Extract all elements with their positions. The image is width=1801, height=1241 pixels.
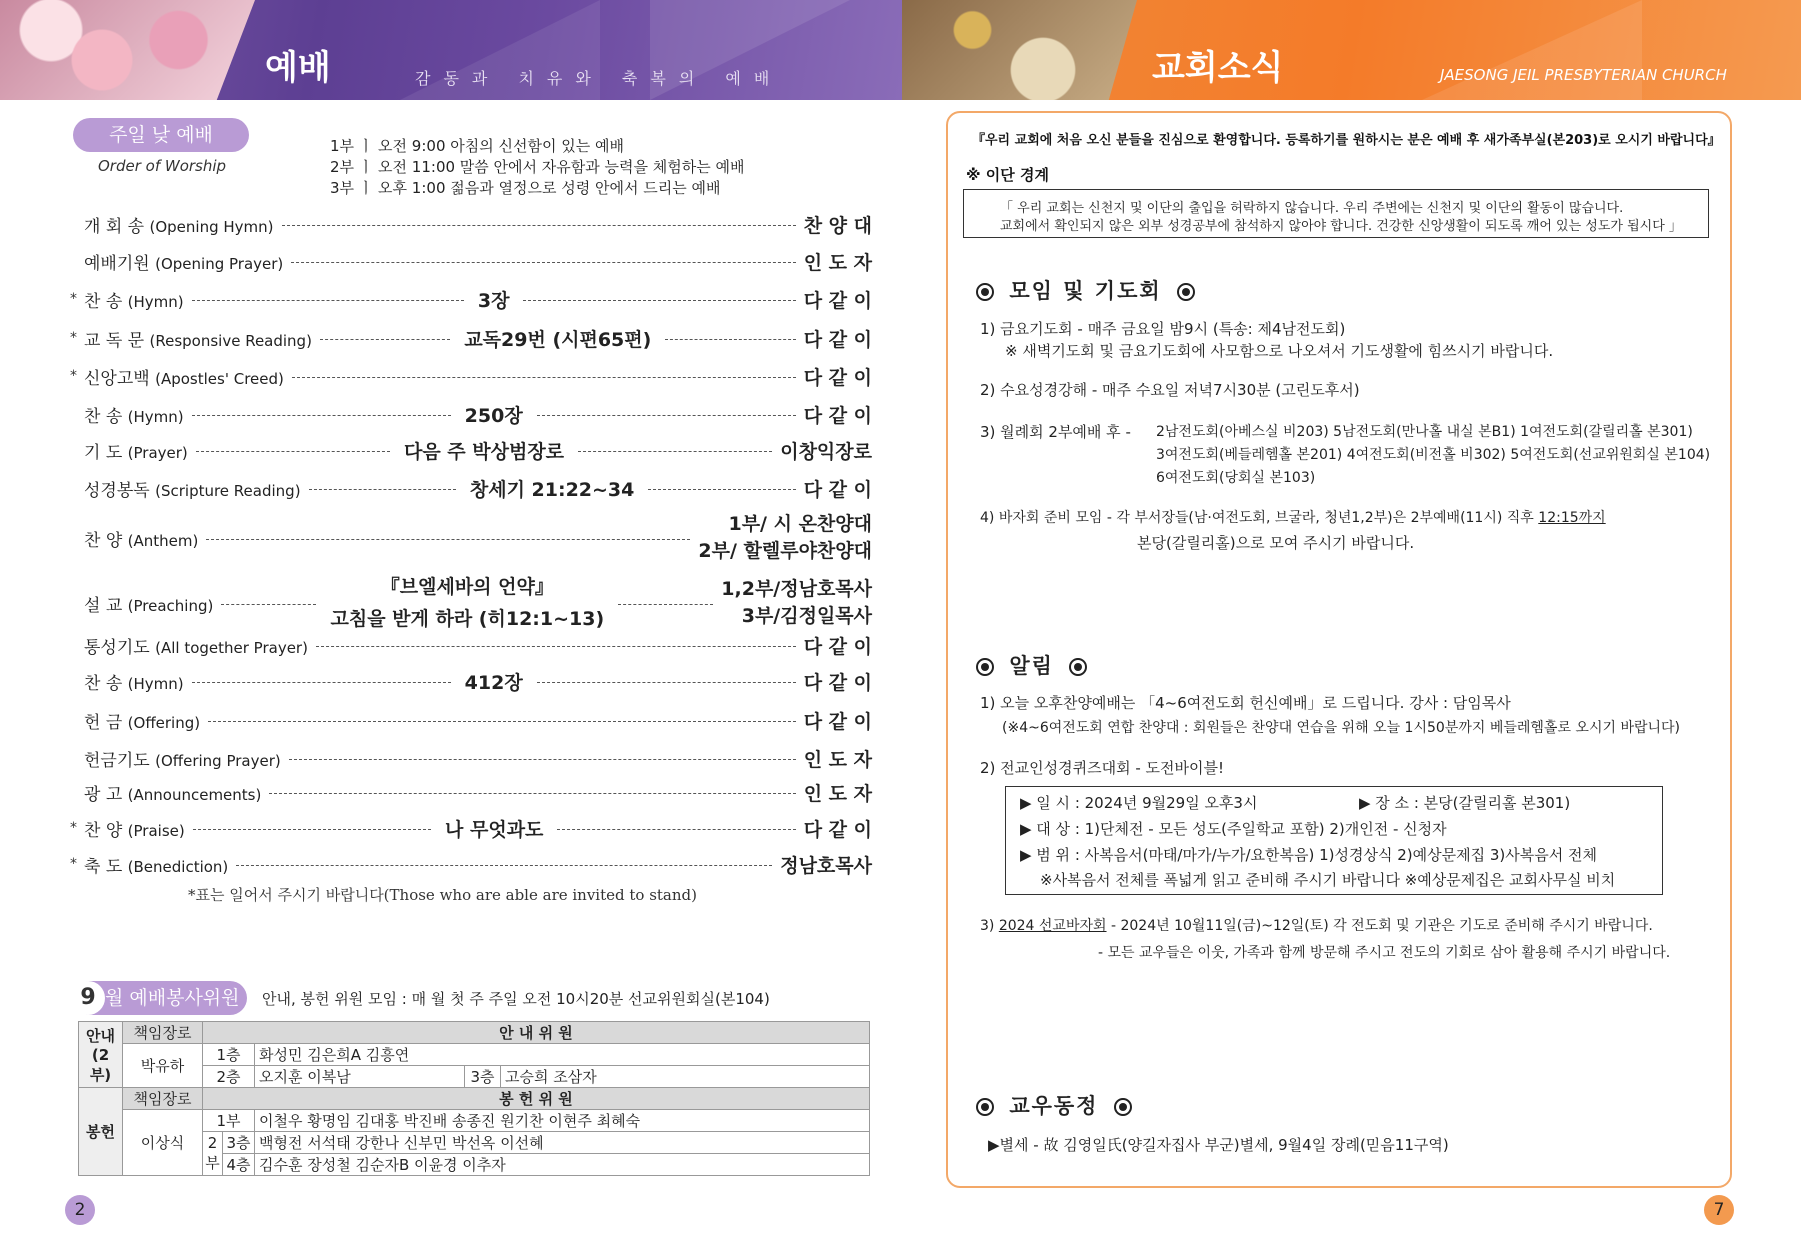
order-detail: 250장 [464,404,523,427]
meeting-4-text: 4) 바자회 준비 모임 - 각 부서장들(남·여전도회, 브굴라, 청년1,2부)은 2부예배(11시) 직후 [980,510,1539,526]
volunteer-table [78,1021,870,1176]
order-leader: 다 같 이 [803,404,873,427]
order-leader: 다 같 이 [803,671,873,694]
quiz-place: ▶ 장 소 : 본당(갈릴리홀 본301) [1359,794,1571,812]
leader-dots [523,300,795,301]
right-header-banner [902,0,1801,100]
worship-order-item [70,208,872,240]
leader-dots [206,539,690,540]
meeting-3-line-3: 6여전도회(당회실 본103) [1156,470,1316,486]
floor-2-names: 오지훈 이복남 [255,1066,465,1088]
guide-elder: 박유하 [123,1044,203,1088]
notice-1-note: (※4~6여전도회 연합 찬양대 : 회원들은 찬양대 연습을 위해 오늘 1시50분까지 베들레헴홀로 오시기 바랍니다) [1002,720,1680,736]
leader-dots [618,604,713,605]
stand-mark: * [70,330,77,346]
worship-badge: 주일 낮 예배 [73,118,249,152]
order-leader: 다 같 이 [803,328,873,351]
worship-order-item [70,245,872,277]
stand-mark: * [70,291,77,307]
leader-dots [291,262,795,263]
order-leader: 다 같 이 [803,478,872,501]
order-detail: 3장 [477,289,510,312]
left-header-banner [0,0,902,100]
leader-dots [578,451,772,452]
meeting-3-line-1: 2남전도회(아베스실 비203) 5남전도회(만나홀 내실 본B1) 1여전도회(갈릴리홀 본301) [1156,424,1693,440]
notice-3-text: - 2024년 10월11일(금)~12일(토) 각 전도회 및 기관은 기도로 준비해 주시기 바랍니다. [1106,918,1653,934]
worship-badge-english: Order of Worship [98,157,227,175]
service-time-1: 1부 ㅣ 오전 9:00 아침의 신선함이 있는 예배 [330,137,624,155]
bullseye-icon [976,1098,994,1116]
guide-header: 안 내 위 원 [203,1022,870,1044]
worship-order-item [70,512,872,564]
order-leader: 다 같 이 [803,635,872,658]
worship-order-item [70,629,872,661]
order-leader: 다 같 이 [803,366,872,389]
order-name: 설 교 (Preaching) [84,595,214,616]
part-2-floor-3: 3층 [223,1132,255,1154]
order-leader: 인 도 자 [803,782,872,805]
notice-3-event: 2024 선교바자회 [998,918,1107,934]
worship-order-item [70,360,872,392]
heresy-box [963,189,1709,238]
notice-3-line-2: - 모든 교우들은 이웃, 가족과 함께 방문해 주시고 전도의 기회로 삼아 활용해 주시기 바랍니다. [1098,945,1671,961]
leader-dots [193,829,431,830]
meeting-heading [970,275,1201,305]
bullseye-icon [1114,1098,1132,1116]
guide-label: 안내 (2부) [79,1022,123,1088]
leader-dots [192,415,451,416]
right-header-title: 교회소식 [1152,48,1284,88]
notice-1: 1) 오늘 오후찬양예배는 「4~6여전도회 헌신예배」로 드립니다. 강사 : 담임목사 [980,694,1511,712]
meeting-4-time: 12:15까지 [1538,510,1606,526]
order-leader: 다 같 이 [803,818,872,841]
meeting-3-label: 3) 월례회 2부예배 후 - [980,423,1131,441]
left-header-subtitle: 감동과 치유와 축복의 예배 [415,69,783,88]
order-name: 찬 양 (Praise) [84,820,185,841]
order-detail: 『브엘세바의 언약』 고침을 받게 하라 (히12:1~13) [330,576,605,630]
right-page-number: 7 [1704,1195,1734,1225]
quiz-range: ▶ 범 위 : 사복음서(마태/마가/누가/요한복음) 1)성경상식 2)예상문제집 3)사복음서 전체 [1020,846,1597,864]
meeting-heading-text: 모임 및 기도회 [1009,279,1162,303]
bullseye-icon [976,283,994,301]
meeting-3-line-2: 3여전도회(베들레헴홀 본201) 4여전도회(비전홀 비302) 5여전도회(선교위원회실 본104) [1156,447,1711,463]
leader-dots [208,721,796,722]
order-detail: 창세기 21:22~34 [469,478,635,501]
part-1: 1부 [203,1110,255,1132]
leader-dots [221,604,316,605]
notice-heading-text: 알림 [1009,654,1054,678]
order-leader: 인 도 자 [803,251,872,274]
leader-dots [236,865,772,866]
leader-dots [309,489,456,490]
leader-dots [320,339,450,340]
order-detail: 나 무엇과도 [445,818,544,841]
guide-elder-header: 책임장로 [123,1022,203,1044]
left-header-title: 예배 [265,48,331,88]
order-name: 찬 양 (Anthem) [84,530,199,551]
table-row [79,1022,870,1044]
order-leader: 1,2부/정남호목사 3부/김정일목사 [721,578,873,627]
notice-2: 2) 전교인성경퀴즈대회 - 도전바이블! [980,759,1224,777]
floor-1: 1층 [203,1044,255,1066]
order-detail: 다음 주 박상범장로 [403,440,565,463]
stand-mark: * [70,856,77,872]
meeting-4-line-2: 본당(갈릴리홀)으로 모여 주시기 바랍니다. [1137,534,1415,552]
part-2-floor-4-names: 김수훈 장성철 김순자B 이윤경 이추자 [255,1154,870,1176]
worship-order-item [70,322,872,354]
order-name: 헌금기도 (Offering Prayer) [84,750,281,771]
service-times [330,136,744,199]
order-name: 찬 송 (Hymn) [84,291,184,312]
worship-order-item [70,704,872,736]
worship-order-item [70,776,872,808]
leader-dots [665,339,795,340]
members-heading [970,1090,1138,1120]
offering-elder: 이상식 [123,1110,203,1176]
worship-order-item [70,742,872,774]
offering-label: 봉헌 [79,1088,123,1176]
church-english-name: JAESONG JEIL PRESBYTERIAN CHURCH [1440,66,1727,84]
meeting-1: 1) 금요기도회 - 매주 금요일 밤9시 (특송: 제4남전도회) [980,320,1346,338]
order-name: 교 독 문 (Responsive Reading) [84,330,312,351]
floor-1-names: 화성민 김은희A 김흥연 [255,1044,870,1066]
leader-dots [648,489,795,490]
book-photo [902,0,1137,100]
worship-order-item [70,398,872,430]
order-leader: 정남호목사 [780,854,872,877]
meeting-4 [980,507,1606,527]
welcome-message: 『우리 교회에 처음 오신 분들을 진심으로 환영합니다. 등록하기를 원하시는 분은 예배 후 새가족부실(본203)로 오시기 바랍니다』 [972,133,1721,148]
heresy-title: ※ 이단 경계 [966,166,1049,184]
leader-dots [537,682,796,683]
order-name: 예배기원 (Opening Prayer) [84,253,284,274]
order-name: 통성기도 (All together Prayer) [84,637,308,658]
order-name: 기 도 (Prayer) [84,442,188,463]
flower-photo [0,0,255,100]
order-leader: 다 같 이 [803,710,872,733]
part-1-names: 이철우 황명임 김대홍 박진배 송종진 원기찬 이현주 최혜숙 [255,1110,870,1132]
notice-heading [970,650,1093,680]
meeting-1-note: ※ 새벽기도회 및 금요기도회에 사모함으로 나오셔서 기도생활에 힘쓰시기 바랍니다. [1005,342,1554,360]
quiz-target: ▶ 대 상 : 1)단체전 - 모든 성도(주일학교 포함) 2)개인전 - 신청자 [1020,820,1447,838]
part-2-floor-3-names: 백형전 서석태 강한나 신부민 박선옥 이선혜 [255,1132,870,1154]
worship-order-item [70,665,872,697]
offering-header: 봉 헌 위 원 [203,1088,870,1110]
leader-dots [196,451,390,452]
order-name: 헌 금 (Offering) [84,712,201,733]
order-leader: 다 같 이 [803,289,873,312]
quiz-box [1005,786,1663,895]
worship-order-item [70,283,872,315]
notice-3-num: 3) [980,918,999,934]
leader-dots [192,682,451,683]
stand-mark: * [70,820,77,836]
meeting-2: 2) 수요성경강해 - 매주 수요일 저녁7시30분 (고린도후서) [980,381,1360,399]
leader-dots [316,646,796,647]
leader-dots [282,225,796,226]
leader-dots [192,300,464,301]
heresy-line-2: 교회에서 확인되지 않은 외부 성경공부에 참석하지 않아야 합니다. 건강한 신앙생활이 되도록 깨어 있는 성도가 됩시다 」 [1000,219,1682,234]
order-leader: 1부/ 시 온찬양대 2부/ 할렐루야찬양대 [698,513,872,562]
worship-order-item [70,434,872,466]
leader-dots [557,829,795,830]
order-detail: 교독29번 (시편65편) [464,328,652,351]
leader-dots [537,415,796,416]
quiz-date: ▶ 일 시 : 2024년 9월29일 오후3시 [1020,794,1258,812]
leader-dots [269,793,795,794]
order-name: 신앙고백 (Apostles' Creed) [84,368,284,389]
table-row [79,1110,870,1132]
order-name: 축 도 (Benediction) [84,856,229,877]
table-row [79,1088,870,1110]
order-name: 찬 송 (Hymn) [84,673,184,694]
order-name: 개 회 송 (Opening Hymn) [84,216,274,237]
offering-elder-header: 책임장로 [123,1088,203,1110]
members-heading-text: 교우동정 [1009,1094,1099,1118]
stand-note: *표는 일어서 주시기 바랍니다(Those who are able are invited to stand) [188,886,697,904]
service-time-2: 2부 ㅣ 오전 11:00 말씀 안에서 자유함과 능력을 체험하는 예배 [330,158,745,176]
quiz-note: ※사복음서 전체를 폭넓게 읽고 준비해 주시기 바랍니다 ※예상문제집은 교회사무실 비치 [1040,871,1616,889]
service-time-3: 3부 ㅣ 오후 1:00 젊음과 열정으로 성령 안에서 드리는 예배 [330,179,721,197]
left-page-number: 2 [65,1195,95,1225]
bullseye-icon [1069,658,1087,676]
bullseye-icon [1177,283,1195,301]
volunteer-meeting-info: 안내, 봉헌 위원 모임 : 매 월 첫 주 주일 오전 10시20분 선교위원회실(본104) [262,990,770,1008]
volunteer-badge-text: 월 예배봉사위원 [105,987,240,1009]
order-name: 광 고 (Announcements) [84,784,262,805]
bullseye-icon [976,658,994,676]
worship-order-item [70,848,872,880]
order-name: 성경봉독 (Scripture Reading) [84,480,301,501]
floor-3-names: 고승희 조삼자 [501,1066,870,1088]
month-number: 9 [71,981,105,1015]
floor-2: 2층 [203,1066,255,1088]
leader-dots [292,377,796,378]
members-line: ▶별세 - 故 김영일氏(양길자집사 부군)별세, 9월4일 장례(믿음11구역) [988,1136,1449,1154]
stand-mark: * [70,368,77,384]
volunteer-badge [73,981,247,1015]
order-leader: 찬 양 대 [803,214,872,237]
order-detail: 412장 [464,671,523,694]
part-2: 2부 [203,1132,223,1176]
floor-3: 3층 [465,1066,501,1088]
order-name: 찬 송 (Hymn) [84,406,184,427]
worship-order-item [70,812,872,844]
part-2-floor-4: 4층 [223,1154,255,1176]
notice-3 [980,915,1653,935]
table-row [79,1044,870,1066]
worship-order-item [70,472,872,504]
order-leader: 이창익장로 [780,440,872,463]
order-leader: 인 도 자 [803,748,872,771]
worship-order-item [70,570,872,636]
leader-dots [289,759,796,760]
heresy-line-1: 「 우리 교회는 신천지 및 이단의 출입을 허락하지 않습니다. 우리 주변에는 신천지 및 이단의 활동이 많습니다. [1000,201,1624,216]
